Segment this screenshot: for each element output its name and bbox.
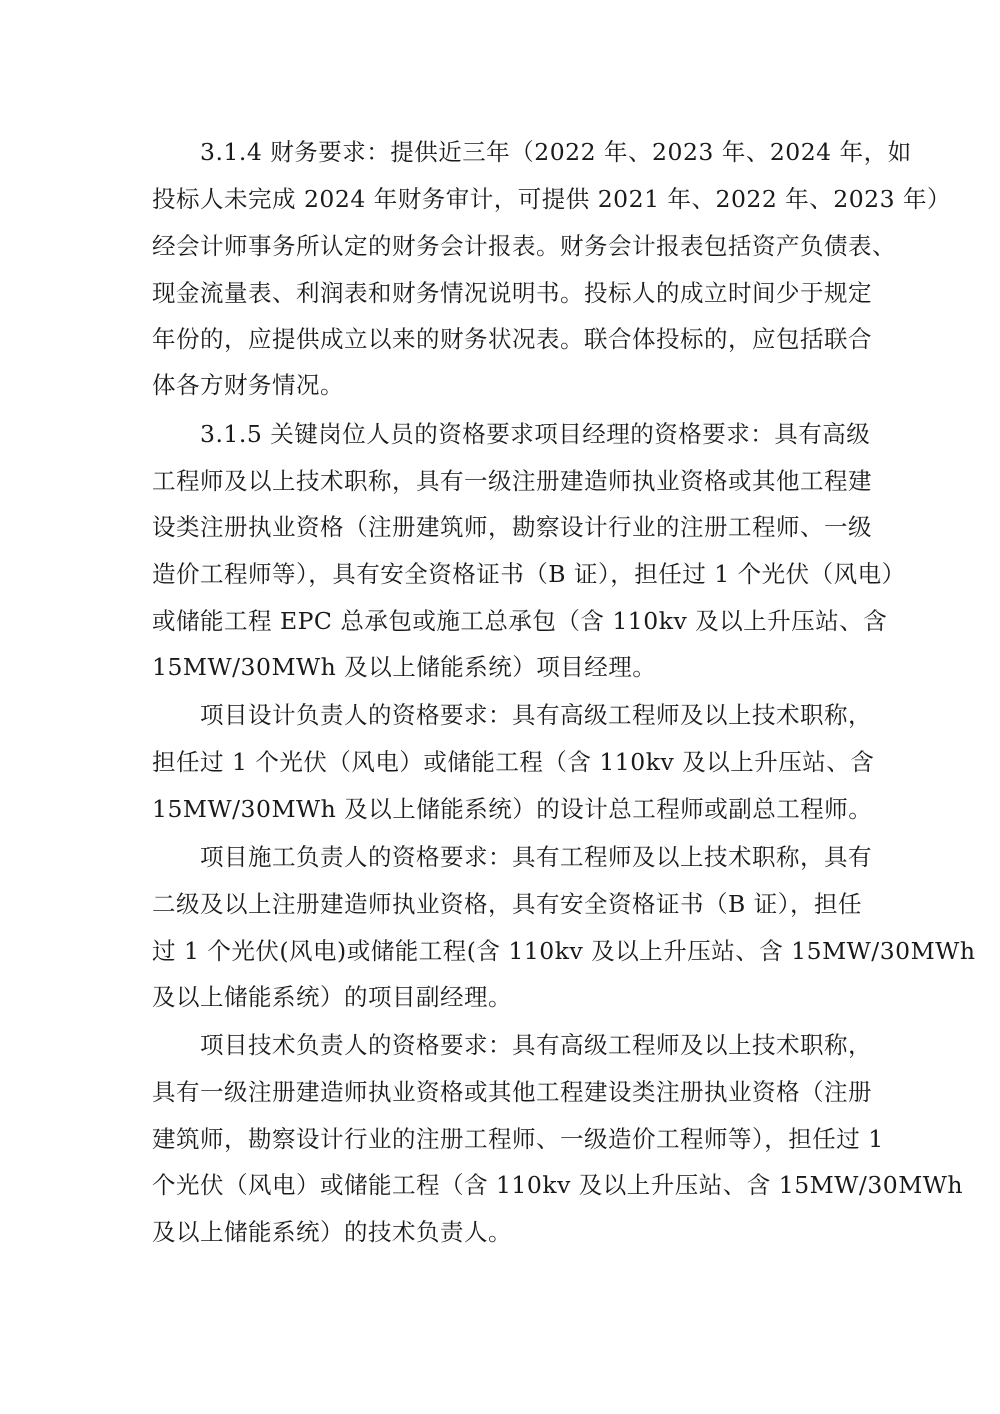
- paragraph-line: 年份的，应提供成立以来的财务状况表。联合体投标的，应包括联合: [152, 325, 872, 353]
- paragraph-line: 经会计师事务所认定的财务会计报表。财务会计报表包括资产负债表、: [152, 232, 896, 260]
- paragraph-line: 15MW/30MWh 及以上储能系统）项目经理。: [152, 653, 657, 681]
- paragraph-line: 建筑师，勘察设计行业的注册工程师、一级造价工程师等），担任过 1: [152, 1125, 884, 1153]
- paragraph-line: 过 1 个光伏(风电)或储能工程(含 110kv 及以上升压站、含 15MW/30MWh: [152, 937, 976, 965]
- paragraph-line: 项目设计负责人的资格要求：具有高级工程师及以上技术职称，: [200, 701, 872, 729]
- paragraph-line: 工程师及以上技术职称，具有一级注册建造师执业资格或其他工程建: [152, 467, 872, 495]
- paragraph-line: 担任过 1 个光伏（风电）或储能工程（含 110kv 及以上升压站、含: [152, 748, 875, 776]
- paragraph-line: 及以上储能系统）的技术负责人。: [152, 1218, 512, 1246]
- paragraph-line: 15MW/30MWh 及以上储能系统）的设计总工程师或副总工程师。: [152, 795, 873, 823]
- paragraph-line: 或储能工程 EPC 总承包或施工总承包（含 110kv 及以上升压站、含: [152, 607, 888, 635]
- paragraph-line: 及以上储能系统）的项目副经理。: [152, 983, 512, 1011]
- paragraph-line: 造价工程师等），具有安全资格证书（B 证），担任过 1 个光伏（风电）: [152, 560, 906, 588]
- paragraph-line: 投标人未完成 2024 年财务审计，可提供 2021 年、2022 年、2023 年）: [152, 185, 952, 213]
- paragraph-line: 现金流量表、利润表和财务情况说明书。投标人的成立时间少于规定: [152, 279, 872, 307]
- paragraph-line: 具有一级注册建造师执业资格或其他工程建设类注册执业资格（注册: [152, 1078, 872, 1106]
- paragraph-line: 项目施工负责人的资格要求：具有工程师及以上技术职称，具有: [200, 843, 872, 871]
- paragraph-line: 体各方财务情况。: [152, 371, 344, 399]
- paragraph-line: 3.1.5 关键岗位人员的资格要求项目经理的资格要求：具有高级: [200, 420, 871, 448]
- paragraph-line: 3.1.4 财务要求：提供近三年（2022 年、2023 年、2024 年，如: [200, 138, 912, 166]
- paragraph-line: 项目技术负责人的资格要求：具有高级工程师及以上技术职称，: [200, 1031, 872, 1059]
- paragraph-line: 设类注册执业资格（注册建筑师，勘察设计行业的注册工程师、一级: [152, 513, 872, 541]
- paragraph-line: 二级及以上注册建造师执业资格，具有安全资格证书（B 证），担任: [152, 890, 862, 918]
- paragraph-line: 个光伏（风电）或储能工程（含 110kv 及以上升压站、含 15MW/30MWh: [152, 1171, 964, 1199]
